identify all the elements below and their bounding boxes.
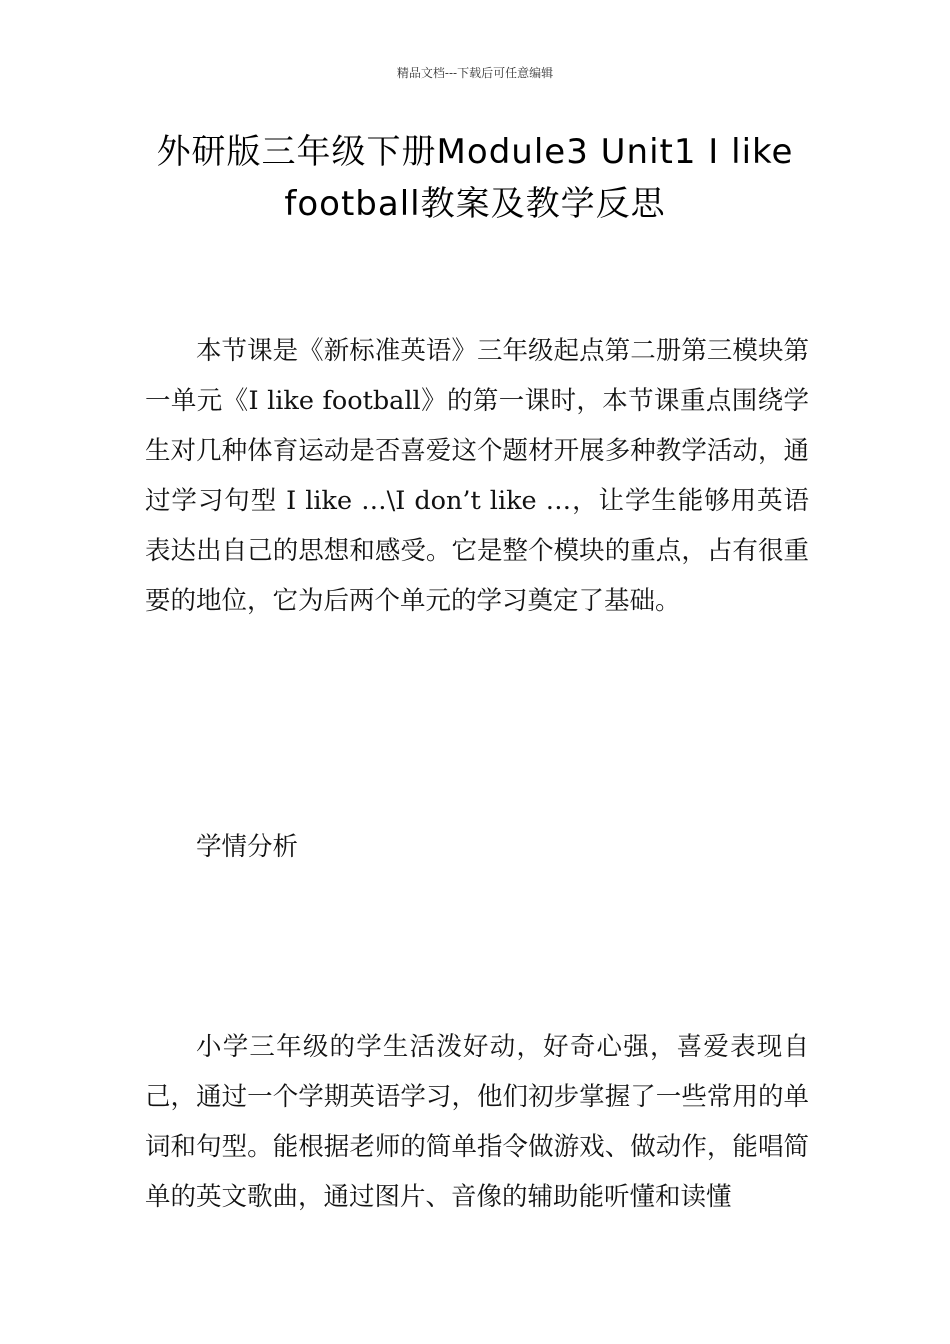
section-heading-student-analysis: 学情分析 bbox=[196, 832, 299, 862]
document-title: 外研版三年级下册Module3 Unit1 I like football教案及教学反思 bbox=[156, 132, 794, 224]
student-analysis-paragraph: 小学三年级的学生活泼好动，好奇心强，喜爱表现自己，通过一个学期英语学习，他们初步掌握了一些常用的单词和句型。能根据老师的简单指令做游戏、做动作，能唱简单的英文歌曲，通过图片、音像的辅助能听懂和读懂 bbox=[145, 1032, 809, 1212]
page-header-note: 精品文档---下载后可任意编辑 bbox=[396, 66, 554, 80]
intro-paragraph: 本节课是《新标准英语》三年级起点第二册第三模块第一单元《I like football》的第一课时，本节课重点围绕学生对几种体育运动是否喜爱这个题材开展多种教学活动，通过学习句型 I like …\I don’t like …，让学生能够用英语表达出自己的思想和感受。它是整个模块的重点，占有很重要的地位，它为后两个单元的学习奠定了基础。 bbox=[145, 336, 809, 616]
